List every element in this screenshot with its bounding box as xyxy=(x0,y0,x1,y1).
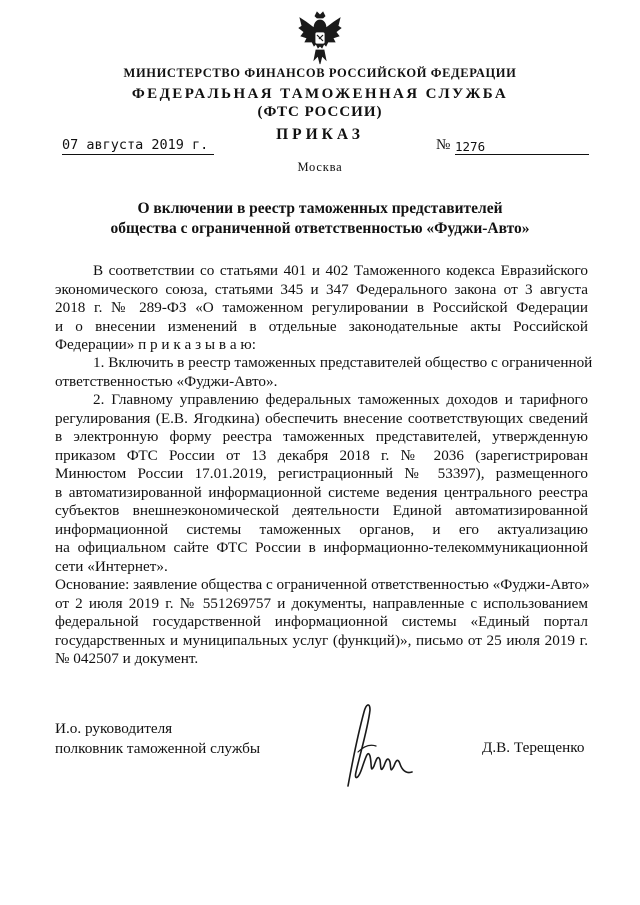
text-line: регулирования (Е.В. Ягодкина) обеспечить внесение соответствующих сведений xyxy=(55,409,588,427)
ministry-name: МИНИСТЕРСТВО ФИНАНСОВ РОССИЙСКОЙ ФЕДЕРАЦИИ xyxy=(123,66,517,80)
service-abbreviation: (ФТС РОССИИ) xyxy=(257,104,383,120)
text-line: от 2 июля 2019 г. № 551269757 и документы, направленные с использованием xyxy=(55,594,588,612)
text-line: 2. Главному управлению федеральных таможенных доходов и тарифного xyxy=(93,391,588,408)
handwritten-signature-icon xyxy=(318,694,418,794)
text-line: и о внесении изменений в отдельные законодательные акты Российской xyxy=(55,317,588,335)
document-title xyxy=(0,199,640,239)
text-line: на официальном сайте ФТС России в информационно-телекоммуникационной xyxy=(55,539,588,556)
title-line: О включении в реестр таможенных представителей xyxy=(137,200,503,217)
text-line: субъектов внешнеэкономической деятельности Единой автоматизированной xyxy=(55,502,588,519)
signatory-position xyxy=(55,719,260,759)
text-line: ответственностью «Фуджи-Авто». xyxy=(55,372,278,390)
order-number: 1276 xyxy=(455,139,589,155)
text-line: Основание: заявление общества с ограниченной ответственностью «Фуджи-Авто» xyxy=(55,576,590,593)
text-line: информационной системы таможенных органов, и его актуализацию xyxy=(55,520,588,538)
text-line: Минюстом России 17.01.2019, регистрационный № 53397), размещенного xyxy=(55,465,588,482)
number-sign: № xyxy=(436,137,451,153)
text-line: в электронную форму реестра таможенных представителей, утвержденную xyxy=(55,428,588,445)
position-line: И.о. руководителя xyxy=(55,720,173,737)
text-line: федеральной государственной информационной системы «Единый портал xyxy=(55,613,588,630)
basis-paragraph xyxy=(55,576,588,669)
title-line: общества с ограниченной ответственностью «Фуджи-Авто» xyxy=(110,220,530,237)
text-line: приказом ФТС России от 13 декабря 2018 г. № 2036 (зарегистрирован xyxy=(55,446,588,464)
text-line: экономического союза, статьями 345 и 347 Федерального закона от 3 августа xyxy=(55,280,588,298)
text-line: В соответствии со статьями 401 и 402 Таможенного кодекса Евразийского xyxy=(93,262,588,279)
position-line: полковник таможенной службы xyxy=(55,740,261,757)
text-line: Федерации» п р и к а з ы в а ю: xyxy=(55,336,256,353)
text-line: 1. Включить в реестр таможенных представителей общество с ограниченной xyxy=(93,354,593,371)
text-line: государственных и муниципальных услуг (функций)», письмо от 25 июля 2019 г. xyxy=(55,631,588,649)
item-2-paragraph xyxy=(55,391,588,576)
preamble-paragraph xyxy=(55,262,588,355)
order-date: 07 августа 2019 г. xyxy=(62,137,214,155)
service-name: ФЕДЕРАЛЬНАЯ ТАМОЖЕННАЯ СЛУЖБА xyxy=(131,86,509,102)
text-line: сети «Интернет». xyxy=(55,557,168,575)
document-type: ПРИКАЗ xyxy=(276,126,364,143)
city: Москва xyxy=(297,160,343,174)
coat-of-arms-emblem-icon xyxy=(296,10,344,68)
text-line: в автоматизированной информационной системе ведения центрального реестра xyxy=(55,483,588,501)
text-line: № 042507 и документ. xyxy=(55,650,199,667)
signatory-name: Д.В. Терещенко xyxy=(482,739,585,756)
text-line: 2018 г. № 289-ФЗ «О таможенном регулировании в Российской Федерации xyxy=(55,299,588,316)
item-1-paragraph xyxy=(55,354,593,391)
